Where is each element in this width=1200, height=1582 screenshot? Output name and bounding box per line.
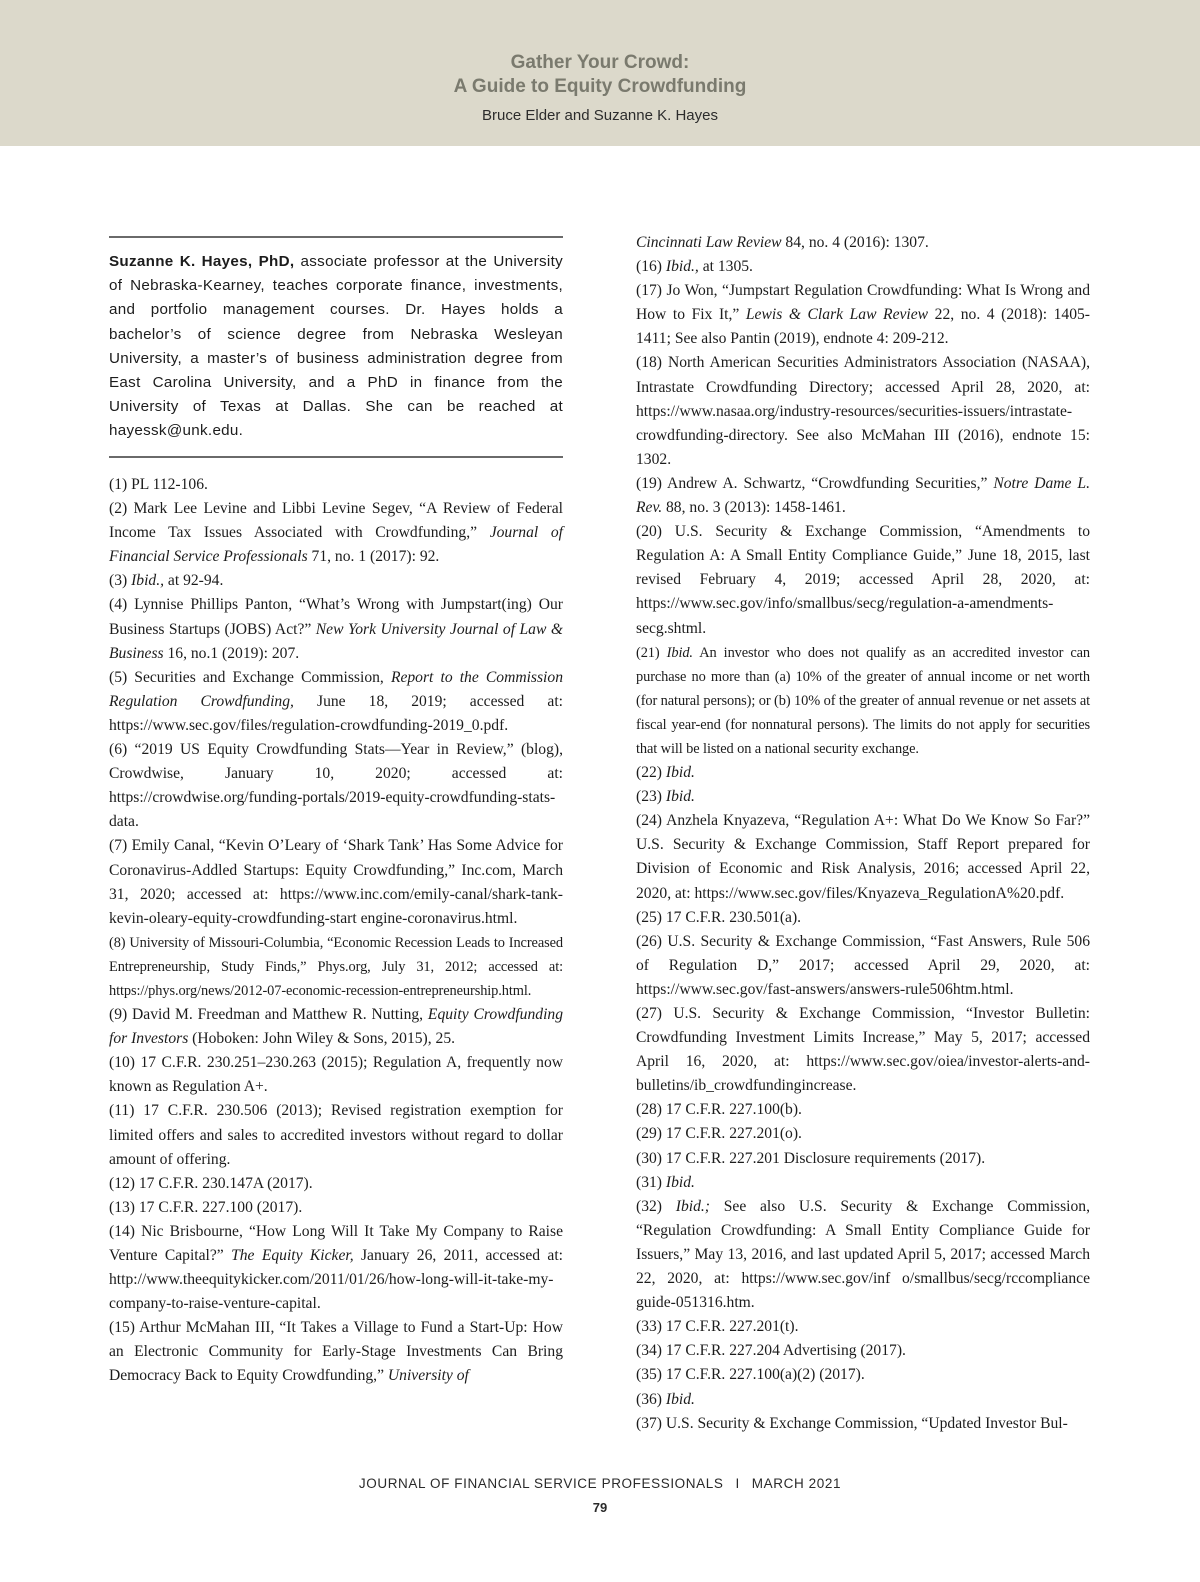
author-bio [109, 250, 563, 444]
endnote-25: (25) 17 C.F.R. 230.501(a). [636, 908, 802, 926]
endnote-1: (1) PL 112-106. [109, 476, 208, 493]
article-title-line1: Gather Your Crowd: [510, 52, 690, 73]
endnote-24: (24) Anzhela Knyazeva, “Regulation A+: What Do We Know So Far?” U.S. Security & Exchange Commission, Staff Report prepared for Division of Economic and Risk Analysis, 2016; accessed April 22, 2020, at: https://www.sec.gov/files/Knyazeva_RegulationA%20.pdf. [636, 812, 1090, 902]
endnote-16: (16) Ibid., at 1305. [636, 258, 753, 276]
endnote-32: (32) Ibid.; See also U.S. Security & Exchange Commission, “Regulation Crowdfunding: A Small Entity Compliance Guide for Issuers,” May 13, 2016, and last updated April 5, 2017; accessed March 22, 2020, at: https://www.sec.gov/inf o/smallbus/secg/rccompliance guide-051316.htm. [636, 1197, 1090, 1312]
endnote-9: (9) David M. Freedman and Matthew R. Nutting, Equity Crowdfunding for Investors (Hoboken: John Wiley & Sons, 2015), 25. [109, 1006, 564, 1048]
article-title-line2: A Guide to Equity Crowdfunding [453, 76, 747, 97]
footer-issue: MARCH 2021 [751, 1476, 842, 1491]
endnote-35: (35) 17 C.F.R. 227.100(a)(2) (2017). [636, 1366, 865, 1384]
endnote-36: (36) Ibid. [636, 1390, 695, 1408]
endnote-34: (34) 17 C.F.R. 227.204 Advertising (2017). [636, 1342, 906, 1360]
endnote-23: (23) Ibid. [636, 788, 695, 806]
endnote-22: (22) Ibid. [636, 764, 695, 782]
endnote-26: (26) U.S. Security & Exchange Commission, “Fast Answers, Rule 506 of Regulation D,” 2017; accessed April 29, 2020, at: https://www.sec.gov/fast-answers/answers-rule506htm.html. [636, 932, 1090, 998]
footer-separator: I [735, 1476, 740, 1491]
endnote-11: (11) 17 C.F.R. 230.506 (2013); Revised registration exemption for limited offers and sales to accredited investors without regard to dollar amount of offering. [109, 1102, 563, 1168]
endnote-18: (18) North American Securities Administrators Association (NASAA), Intrastate Crowdfunding Directory; accessed April 28, 2020, at: https://www.nasaa.org/industry-resources/securities-issuers/intrastate-crowdfunding-directory. See also McMahan III (2016), endnote 15: 1302. [636, 354, 1090, 468]
endnote-27: (27) U.S. Security & Exchange Commission, “Investor Bulletin: Crowdfunding Investment Limits Increase,” May 5, 2017; accessed April 16, 2020, at: https://www.sec.gov/oiea/investor-alerts-and-bulletins/ib_crowdfundingincrease. [636, 1005, 1090, 1095]
endnote-6: (6) “2019 US Equity Crowdfunding Stats—Year in Review,” (blog), Crowdwise, January 10, 2020; accessed at: https://crowdwise.org/funding-portals/2019-equity-crowdfunding-stats-data. [109, 741, 563, 831]
endnote-8: (8) University of Missouri-Columbia, “Economic Recession Leads to Increased Entrepreneurship, Study Finds,” Phys.org, July 31, 2012; accessed at: https://phys.org/news/2012-07-economic-recession-entrepreneurship.html. [109, 934, 563, 999]
endnote-17: (17) Jo Won, “Jumpstart Regulation Crowdfunding: What Is Wrong and How to Fix It,” Lewis & Clark Law Review 22, no. 4 (2018): 1405-1411; See also Pantin (2019), endnote 4: 209-212. [636, 282, 1091, 348]
endnote-33: (33) 17 C.F.R. 227.201(t). [636, 1318, 799, 1336]
bio-text: associate professor at the University of Nebraska-Kearney, teaches corporate finance, investments, and portfolio management courses. Dr. Hayes holds a bachelor’s of science degree from Nebraska Wesleyan University, a master’s of business administration degree from East Carolina University, and a PhD in finance from the University of Texas at Dallas. She can be reached at hayessk@unk.edu. [109, 253, 563, 440]
endnote-21: (21) Ibid. An investor who does not qualify as an accredited investor can purchase no more than (a) 10% of the greater of annual income or net worth (for natural persons); or (b) 10% of the greater of annual revenue or net assets at fiscal year-end (for nonnatural persons). The limits do not apply for securities that will be listed on a national security exchange. [636, 644, 1091, 757]
bio-bottom-rule [109, 456, 563, 458]
endnote-30: (30) 17 C.F.R. 227.201 Disclosure requirements (2017). [636, 1149, 986, 1167]
endnote-4: (4) Lynnise Phillips Panton, “What’s Wrong with Jumpstart(ing) Our Business Startups (JOBS) Act?” New York University Journal of Law & Business 16, no.1 (2019): 207. [109, 596, 563, 662]
endnote-2: (2) Mark Lee Levine and Libbi Levine Segev, “A Review of Federal Income Tax Issues Associated with Crowdfunding,” Journal of Financial Service Professionals 71, no. 1 (2017): 92. [109, 500, 563, 566]
endnote-29: (29) 17 C.F.R. 227.201(o). [636, 1125, 802, 1143]
endnote-19: (19) Andrew A. Schwartz, “Crowdfunding Securities,” Notre Dame L. Rev. 88, no. 3 (2013): 1458-1461. [636, 474, 1090, 517]
endnote-3: (3) Ibid., at 92-94. [109, 572, 224, 590]
bio-top-rule [109, 236, 563, 238]
page-footer [0, 1476, 1200, 1491]
page-number: 79 [592, 1500, 608, 1515]
endnotes-right-column [636, 231, 1090, 1436]
footer-journal: JOURNAL OF FINANCIAL SERVICE PROFESSIONALS [358, 1476, 724, 1491]
endnote-31: (31) Ibid. [636, 1173, 695, 1191]
endnote-28: (28) 17 C.F.R. 227.100(b). [636, 1101, 802, 1119]
article-authors: Bruce Elder and Suzanne K. Hayes [482, 107, 718, 124]
endnote-20: (20) U.S. Security & Exchange Commission, “Amendments to Regulation A: A Small Entity Compliance Guide,” June 18, 2015, last revised February 4, 2019; accessed April 28, 2020, at: https://www.sec.gov/info/smallbus/secg/regulation-a-amendments-secg.shtml. [636, 523, 1090, 637]
endnote-10: (10) 17 C.F.R. 230.251–230.263 (2015); Regulation A, frequently now known as Regulation A+. [109, 1054, 563, 1096]
endnotes-left-column [109, 473, 563, 1389]
endnote-5: (5) Securities and Exchange Commission, Report to the Commission Regulation Crowdfunding, June 18, 2019; accessed at: https://www.sec.gov/files/regulation-crowdfunding-2019_0.pdf. [109, 668, 563, 734]
endnote-15: (15) Arthur McMahan III, “It Takes a Village to Fund a Start-Up: How an Electronic Community for Early-Stage Investments Can Bring Democracy Back to Equity Crowdfunding,” University of [109, 1319, 563, 1385]
endnote-14: (14) Nic Brisbourne, “How Long Will It Take My Company to Raise Venture Capital?” The Equity Kicker, January 26, 2011, accessed at: http://www.theequitykicker.com/2011/01/26/how-long-will-it-take-my-company-to-raise-venture-capital. [109, 1222, 563, 1313]
endnote-13: (13) 17 C.F.R. 227.100 (2017). [109, 1198, 303, 1216]
endnote-37: (37) U.S. Security & Exchange Commission, “Updated Investor Bul- [636, 1414, 1068, 1432]
endnote-15-continued: Cincinnati Law Review 84, no. 4 (2016): 1307. [636, 234, 929, 251]
endnote-12: (12) 17 C.F.R. 230.147A (2017). [109, 1174, 313, 1192]
endnote-7: (7) Emily Canal, “Kevin O’Leary of ‘Shark Tank’ Has Some Advice for Coronavirus-Addled Startups: Equity Crowdfunding,” Inc.com, March 31, 2020; accessed at: https://www.inc.com/emily-canal/shark-tank-kevin-oleary-equity-crowdfunding-start engine-coronavirus.html. [109, 837, 563, 927]
bio-name: Suzanne K. Hayes, PhD, [109, 253, 295, 270]
